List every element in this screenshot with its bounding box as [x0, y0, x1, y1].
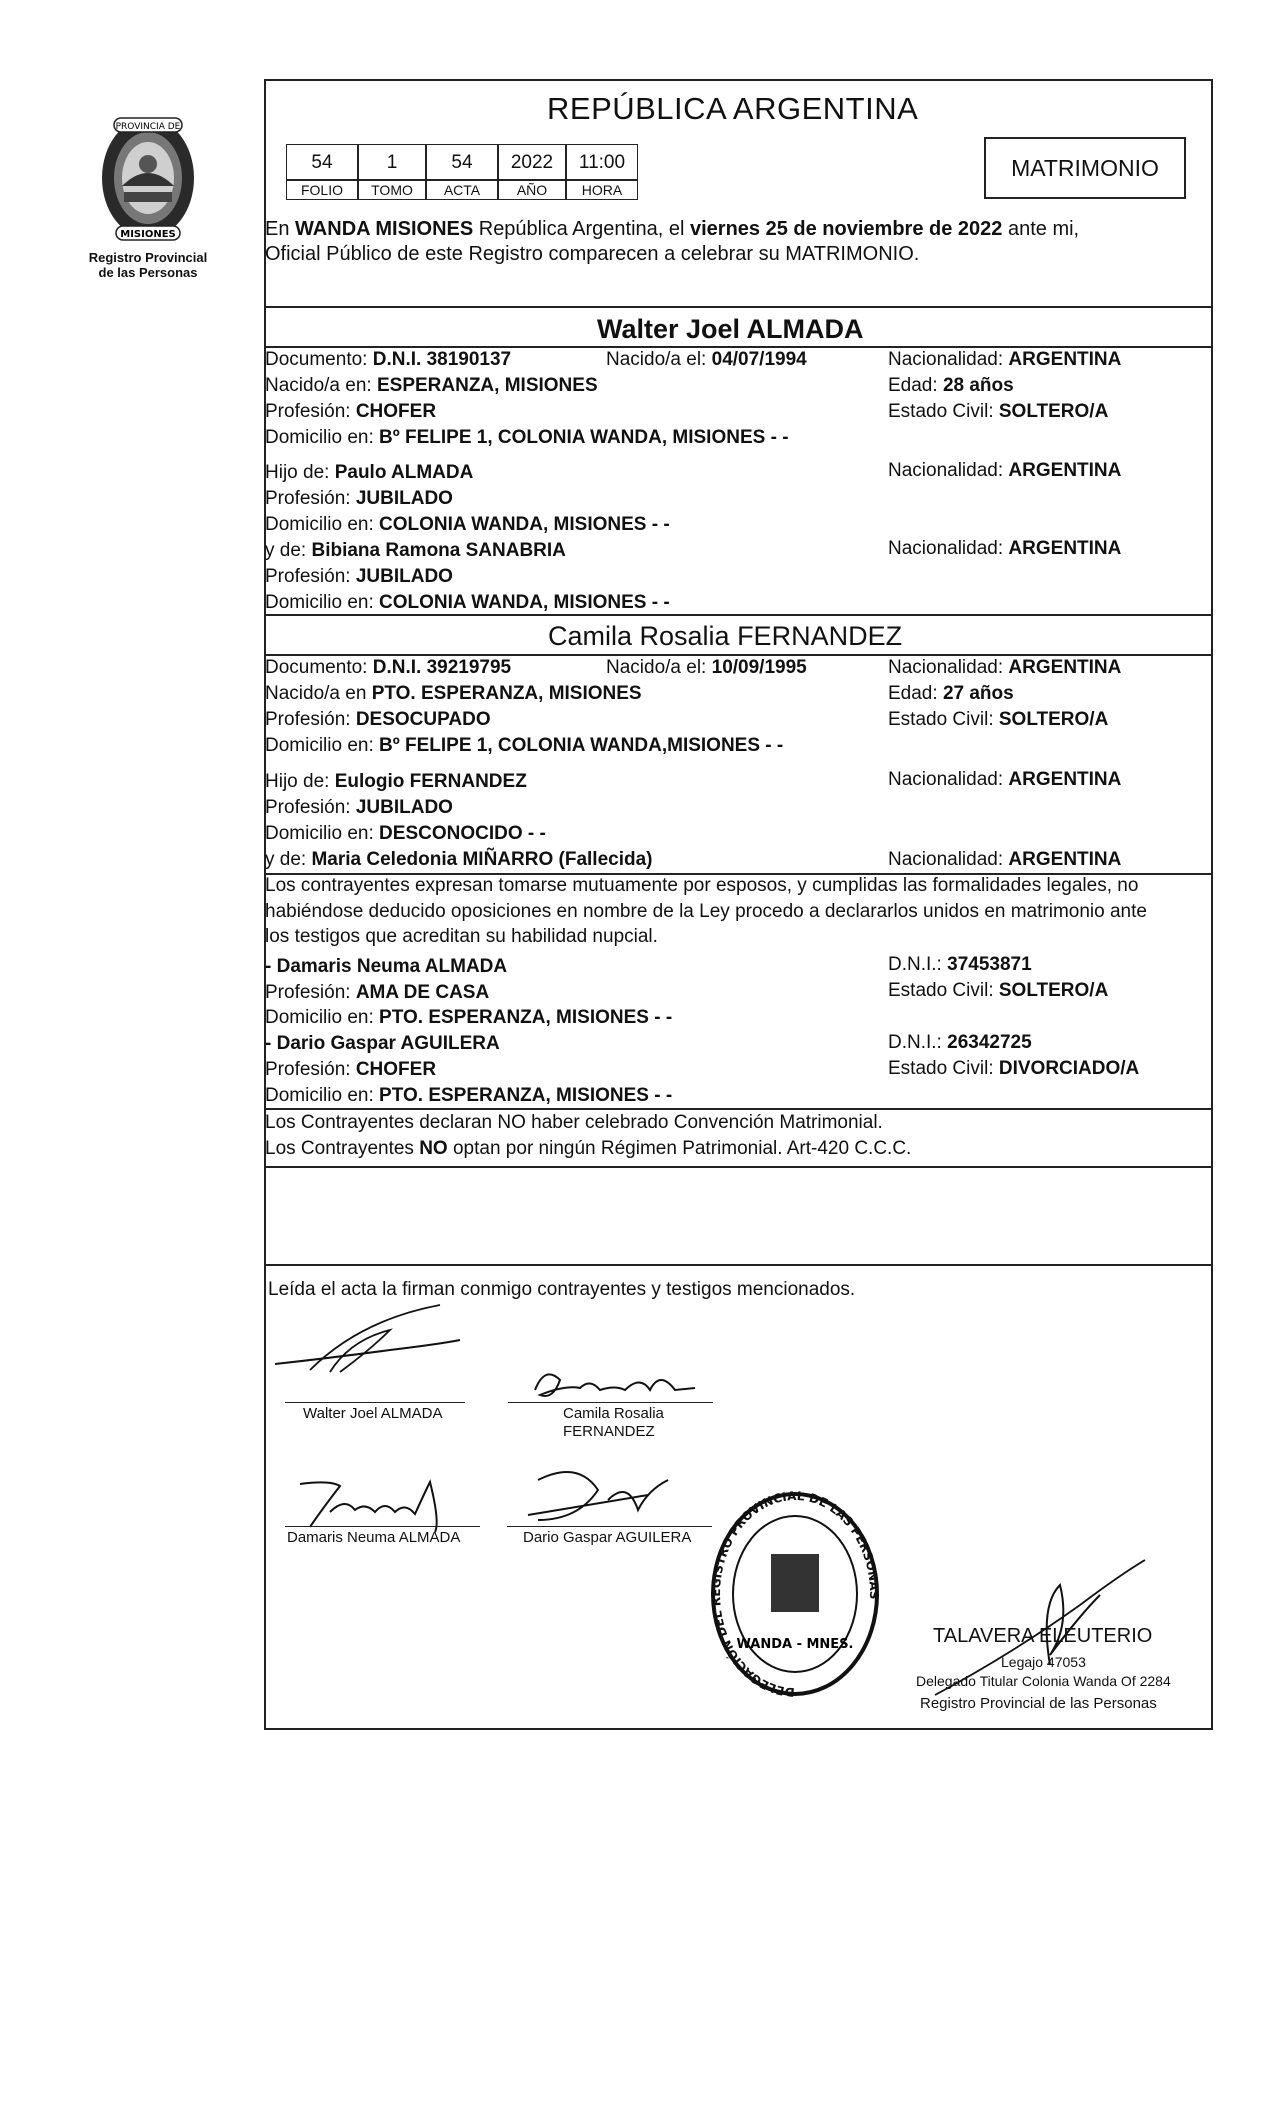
spouse1-mother-profesion: Profesión: JUBILADO [265, 566, 453, 587]
spouse1-father: Hijo de: Paulo ALMADA [265, 462, 474, 483]
divider [264, 346, 1213, 348]
folio-value: 54 [311, 152, 333, 173]
witness1-estado-civil: Estado Civil: SOLTERO/A [888, 980, 1109, 1001]
tomo-value: 1 [386, 152, 398, 173]
witness2-dni: D.N.I.: 26342725 [888, 1032, 1032, 1053]
folio-label: FOLIO [300, 182, 343, 198]
spouse1-mother: y de: Bibiana Ramona SANABRIA [265, 540, 566, 561]
signature-dario [518, 1460, 698, 1540]
spouse1-mother-nacionalidad: Nacionalidad: ARGENTINA [888, 538, 1122, 559]
tomo-label: TOMO [371, 182, 413, 198]
official-legajo: Legajo 47053 [1001, 1654, 1086, 1670]
act-type-box [984, 137, 1186, 199]
svg-text:MISIONES: MISIONES [120, 229, 176, 240]
hora-value: 11:00 [578, 152, 626, 173]
divider [264, 1264, 1213, 1266]
spouse1-nacido-en: Nacido/a en: ESPERANZA, MISIONES [265, 375, 598, 396]
witness2-estado-civil: Estado Civil: DIVORCIADO/A [888, 1058, 1140, 1079]
official-name: TALAVERA ELEUTERIO [933, 1625, 1153, 1647]
witness1-profesion: Profesión: AMA DE CASA [265, 982, 490, 1003]
acta-value: 54 [451, 152, 473, 173]
spouse1-nacionalidad: Nacionalidad: ARGENTINA [888, 349, 1122, 370]
spouse1-mother-domicilio: Domicilio en: COLONIA WANDA, MISIONES - - [265, 592, 670, 613]
registry-logo [92, 108, 204, 248]
signature-line [507, 1526, 712, 1527]
spouse1-name: Walter Joel ALMADA [597, 314, 864, 344]
declaration-line-1: Los contrayentes expresan tomarse mutuamente por esposos, y cumplidas las formalidades legales, no [265, 875, 1139, 896]
spouse2-estado-civil: Estado Civil: SOLTERO/A [888, 709, 1109, 730]
spouse1-nacido-el: Nacido/a el: 04/07/1994 [606, 349, 807, 370]
spouse1-father-domicilio: Domicilio en: COLONIA WANDA, MISIONES - - [265, 514, 670, 535]
regime-line-1: Los Contrayentes declaran NO haber celebrado Convención Matrimonial. [265, 1112, 883, 1133]
signature-caption-damaris: Damaris Neuma ALMADA [287, 1529, 461, 1546]
signature-line [508, 1402, 713, 1403]
svg-text:PROVINCIA DE: PROVINCIA DE [115, 122, 181, 132]
witness1-domicilio: Domicilio en: PTO. ESPERANZA, MISIONES - - [265, 1007, 673, 1028]
ano-value: 2022 [510, 152, 554, 173]
witness2-name: - Dario Gaspar AGUILERA [265, 1033, 500, 1054]
spouse2-mother: y de: Maria Celedonia MIÑARRO (Fallecida) [265, 849, 653, 870]
spouse1-profesion: Profesión: CHOFER [265, 401, 437, 422]
signature-caption-walter: Walter Joel ALMADA [303, 1405, 443, 1422]
signature-walter [270, 1300, 510, 1410]
signature-caption-camila-1: Camila Rosalia [563, 1405, 664, 1422]
spouse2-nacido-el: Nacido/a el: 10/09/1995 [606, 657, 807, 678]
spouse2-father-nacionalidad: Nacionalidad: ARGENTINA [888, 769, 1122, 790]
divider [264, 1108, 1213, 1110]
signature-caption-dario: Dario Gaspar AGUILERA [523, 1529, 692, 1546]
official-registry: Registro Provincial de las Personas [920, 1695, 1157, 1712]
spouse2-edad: Edad: 27 años [888, 683, 1014, 704]
spouse2-name: Camila Rosalia FERNANDEZ [548, 621, 903, 651]
signature-line [285, 1402, 465, 1403]
reading-statement: Leída el acta la firman conmigo contrayentes y testigos mencionados. [268, 1279, 856, 1300]
intro-line-1: En WANDA MISIONES República Argentina, el viernes 25 de noviembre de 2022 ante mi, [265, 218, 1080, 240]
declaration-line-3: los testigos que acreditan su habilidad nupcial. [265, 926, 658, 947]
spouse1-father-profesion: Profesión: JUBILADO [265, 488, 453, 509]
spouse1-documento: Documento: D.N.I. 38190137 [265, 349, 512, 370]
divider [264, 1166, 1213, 1168]
official-role: Delegado Titular Colonia Wanda Of 2284 [916, 1673, 1171, 1689]
svg-text:WANDA - MNES.: WANDA - MNES. [736, 1637, 854, 1652]
spouse2-father-profesion: Profesión: JUBILADO [265, 797, 453, 818]
signature-line [285, 1526, 480, 1527]
divider [264, 654, 1213, 656]
misiones-seal-icon [92, 108, 204, 248]
witness2-profesion: Profesión: CHOFER [265, 1059, 437, 1080]
ano-label: AÑO [516, 182, 548, 198]
divider [264, 614, 1213, 616]
witness1-dni: D.N.I.: 37453871 [888, 954, 1032, 975]
spouse2-nacionalidad: Nacionalidad: ARGENTINA [888, 657, 1122, 678]
page-title: REPÚBLICA ARGENTINA [547, 91, 919, 126]
spouse2-father: Hijo de: Eulogio FERNANDEZ [265, 771, 527, 792]
hora-label: HORA [581, 182, 623, 198]
spouse2-mother-nacionalidad: Nacionalidad: ARGENTINA [888, 849, 1122, 870]
spouse1-estado-civil: Estado Civil: SOLTERO/A [888, 401, 1109, 422]
registry-stamp [705, 1488, 885, 1708]
spouse1-domicilio: Domicilio en: Bº FELIPE 1, COLONIA WANDA, MISIONES - - [265, 427, 789, 448]
signature-caption-camila-2: FERNANDEZ [563, 1423, 655, 1440]
witness2-domicilio: Domicilio en: PTO. ESPERANZA, MISIONES - - [265, 1085, 673, 1106]
spouse2-profesion: Profesión: DESOCUPADO [265, 709, 491, 730]
spouse2-domicilio: Domicilio en: Bº FELIPE 1, COLONIA WANDA,MISIONES - - [265, 735, 784, 756]
svg-text:DELEGACIÓN DEL REGISTRO PROVIN: DELEGACIÓN DEL REGISTRO PROVINCIAL DE LAS PERSONAS [709, 1488, 882, 1700]
declaration-line-2: habiéndose deducido oposiciones en nombre de la Ley procedo a declararlos unidos en matrimonio ante [265, 901, 1147, 922]
logo-caption: Registro Provincial de las Personas [88, 250, 208, 280]
spouse2-father-domicilio: Domicilio en: DESCONOCIDO - - [265, 823, 546, 844]
divider [264, 306, 1213, 308]
regime-line-2: Los Contrayentes NO optan por ningún Régimen Patrimonial. Art-420 C.C.C. [265, 1138, 912, 1159]
spouse1-father-nacionalidad: Nacionalidad: ARGENTINA [888, 460, 1122, 481]
spouse1-edad: Edad: 28 años [888, 375, 1014, 396]
spouse2-documento: Documento: D.N.I. 39219795 [265, 657, 512, 678]
intro-line-2: Oficial Público de este Registro comparecen a celebrar su MATRIMONIO. [265, 243, 920, 265]
acta-label: ACTA [443, 182, 481, 198]
act-type: MATRIMONIO [1011, 155, 1159, 181]
spouse2-nacido-en: Nacido/a en PTO. ESPERANZA, MISIONES [265, 683, 642, 704]
witness1-name: - Damaris Neuma ALMADA [265, 956, 508, 977]
